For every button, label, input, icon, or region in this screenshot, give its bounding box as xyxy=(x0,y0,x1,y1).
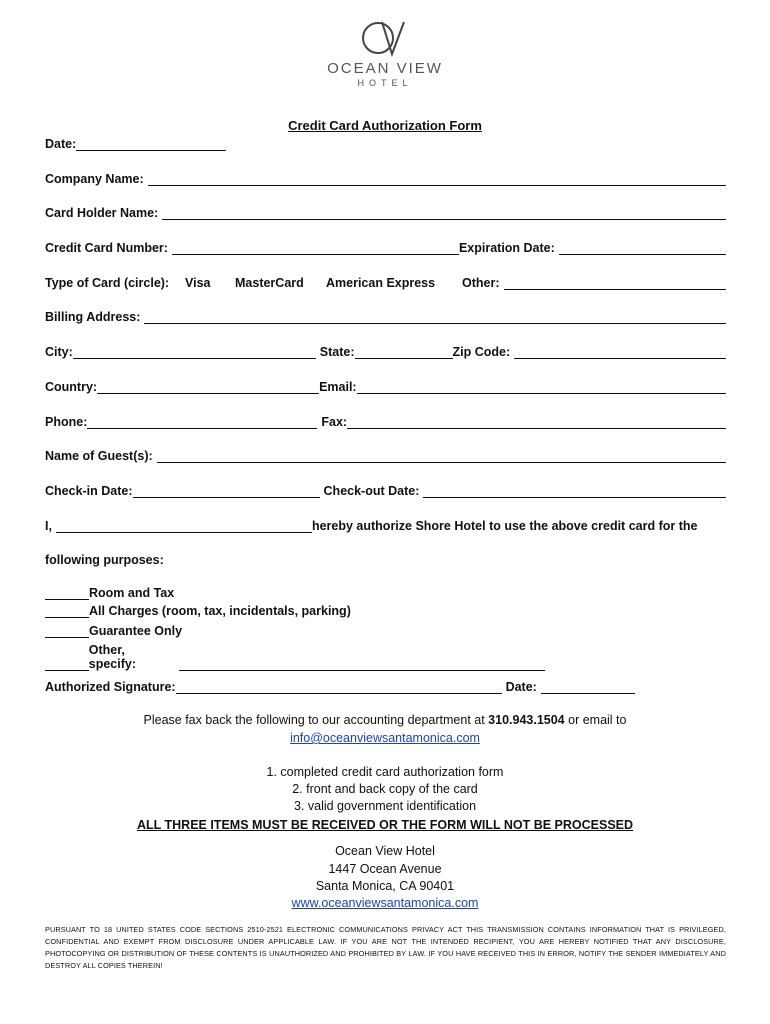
billing-label: Billing Address: xyxy=(45,310,141,324)
hotel-street: 1447 Ocean Avenue xyxy=(328,862,442,876)
authorization-row xyxy=(45,517,726,533)
company-row xyxy=(45,170,726,186)
other-label: Other: xyxy=(462,276,500,290)
phone-label: Phone: xyxy=(45,415,88,429)
option-blank[interactable] xyxy=(45,625,89,638)
cc-number-field[interactable] xyxy=(172,242,459,255)
hotel-name: Ocean View Hotel xyxy=(335,844,435,858)
option-all-charges[interactable] xyxy=(45,604,351,618)
cardholder-row xyxy=(45,204,726,220)
hotel-city: Santa Monica, CA 90401 xyxy=(315,879,455,893)
option-label: All Charges (room, tax, incidentals, parking) xyxy=(89,604,351,618)
other-specify-field[interactable] xyxy=(179,658,545,671)
website-link[interactable]: www.oceanviewsantamonica.com xyxy=(291,896,479,910)
checkin-field[interactable] xyxy=(133,485,320,498)
brand-sub: HOTEL xyxy=(357,78,413,88)
option-guarantee[interactable] xyxy=(45,624,182,638)
country-row xyxy=(45,378,726,394)
city-label: City: xyxy=(45,345,73,359)
card-type-label: Type of Card (circle): xyxy=(45,276,170,290)
brand-name: OCEAN VIEW xyxy=(327,60,443,77)
checkout-label: Check-out Date: xyxy=(323,484,420,498)
card-type-amex[interactable]: American Express xyxy=(326,276,436,290)
country-label: Country: xyxy=(45,380,98,394)
option-label: Guarantee Only xyxy=(89,624,183,638)
cardholder-label: Card Holder Name: xyxy=(45,206,159,220)
company-label: Company Name: xyxy=(45,172,144,186)
fax-label: Fax: xyxy=(321,415,348,429)
list-item: 3. valid government identification xyxy=(293,799,477,813)
email-label: Email: xyxy=(319,380,357,394)
purposes-label: following purposes: xyxy=(45,553,164,567)
form-title: Credit Card Authorization Form xyxy=(288,118,482,133)
legal-disclaimer: PURSUANT TO 18 UNITED STATES CODE SECTIONS 2510-2521 ELECTRONIC COMMUNICATIONS PRIVACY ACT THIS TRANSMISSION CONTAINS INFORMATION THAT IS PRIVILEGED, CONFIDENTIAL AND EXEMPT FROM DISCLOSURE UNDER APPLICABLE LAW. IF YOU ARE NOT THE INTENDED RECIPIENT, YOU ARE HEREBY NOTIFIED THAT ANY DISCLOSURE, PHOTOCOPYING OR DISTRIBUTION OF THESE CONTENTS IS UNAUTHORIZED AND PROHIBITED BY LAW. IF YOU HAVE RECEIVED THIS IN ERROR, NOTIFY THE SENDER IMMEDIATELY AND DESTROY ALL COPIES THEREIN! xyxy=(45,925,726,970)
state-label: State: xyxy=(319,345,355,359)
sig-date-label: Date: xyxy=(505,680,537,694)
card-type-visa[interactable]: Visa xyxy=(185,276,211,290)
state-field[interactable] xyxy=(355,346,453,359)
option-blank[interactable] xyxy=(45,605,89,618)
signature-row xyxy=(45,678,635,694)
zip-label: Zip Code: xyxy=(452,345,511,359)
hotel-logo xyxy=(0,18,770,88)
city-row xyxy=(45,343,726,359)
card-type-row xyxy=(45,274,726,290)
sig-date-field[interactable] xyxy=(541,681,635,694)
checkout-field[interactable] xyxy=(423,485,726,498)
country-field[interactable] xyxy=(97,381,319,394)
expiration-field[interactable] xyxy=(559,242,726,255)
phone-field[interactable] xyxy=(87,416,317,429)
cc-number-label: Credit Card Number: xyxy=(45,241,168,255)
list-item: 1. completed credit card authorization form xyxy=(266,765,504,779)
checkin-label: Check-in Date: xyxy=(45,484,133,498)
billing-field[interactable] xyxy=(144,311,726,324)
expiration-label: Expiration Date: xyxy=(458,241,555,255)
fax-instructions xyxy=(0,713,770,727)
dates-row xyxy=(45,482,726,498)
billing-row xyxy=(45,308,726,324)
zip-field[interactable] xyxy=(514,346,726,359)
list-item: 2. front and back copy of the card xyxy=(292,782,478,796)
option-room-tax[interactable] xyxy=(45,586,174,600)
date-label: Date: xyxy=(45,137,77,151)
purposes-row xyxy=(45,551,726,567)
date-field[interactable] xyxy=(76,138,226,151)
other-field[interactable] xyxy=(504,277,727,290)
auth-name-field[interactable] xyxy=(56,520,312,533)
auth-text: hereby authorize Shore Hotel to use the above credit card for the xyxy=(311,519,698,533)
guests-row xyxy=(45,447,726,463)
phone-row xyxy=(45,413,726,429)
option-other[interactable] xyxy=(45,643,545,671)
guests-field[interactable] xyxy=(157,450,726,463)
option-label: Room and Tax xyxy=(89,586,175,600)
email-line xyxy=(0,731,770,745)
option-label: Other, specify: xyxy=(88,643,136,671)
date-row xyxy=(45,135,726,151)
auth-i-label: I, xyxy=(45,519,52,533)
cardholder-field[interactable] xyxy=(162,207,726,220)
guests-label: Name of Guest(s): xyxy=(45,449,153,463)
card-type-mastercard[interactable]: MasterCard xyxy=(235,276,304,290)
required-items-list xyxy=(0,765,770,813)
signature-field[interactable] xyxy=(176,681,502,694)
fax-number: 310.943.1504 xyxy=(488,713,565,727)
company-field[interactable] xyxy=(148,173,726,186)
website-line xyxy=(0,896,770,910)
fax-field[interactable] xyxy=(347,416,726,429)
city-field[interactable] xyxy=(73,346,316,359)
signature-label: Authorized Signature: xyxy=(45,680,176,694)
warning-text: ALL THREE ITEMS MUST BE RECEIVED OR THE FORM WILL NOT BE PROCESSED xyxy=(136,818,634,832)
option-blank[interactable] xyxy=(45,658,89,671)
ov-monogram-icon xyxy=(360,18,410,58)
email-field[interactable] xyxy=(357,381,726,394)
option-blank[interactable] xyxy=(45,587,89,600)
fax-text: Please fax back the following to our accounting department at xyxy=(143,713,489,727)
email-link[interactable]: info@oceanviewsantamonica.com xyxy=(290,731,480,745)
or-email-text: or email to xyxy=(564,713,627,727)
cc-number-row xyxy=(45,239,726,255)
